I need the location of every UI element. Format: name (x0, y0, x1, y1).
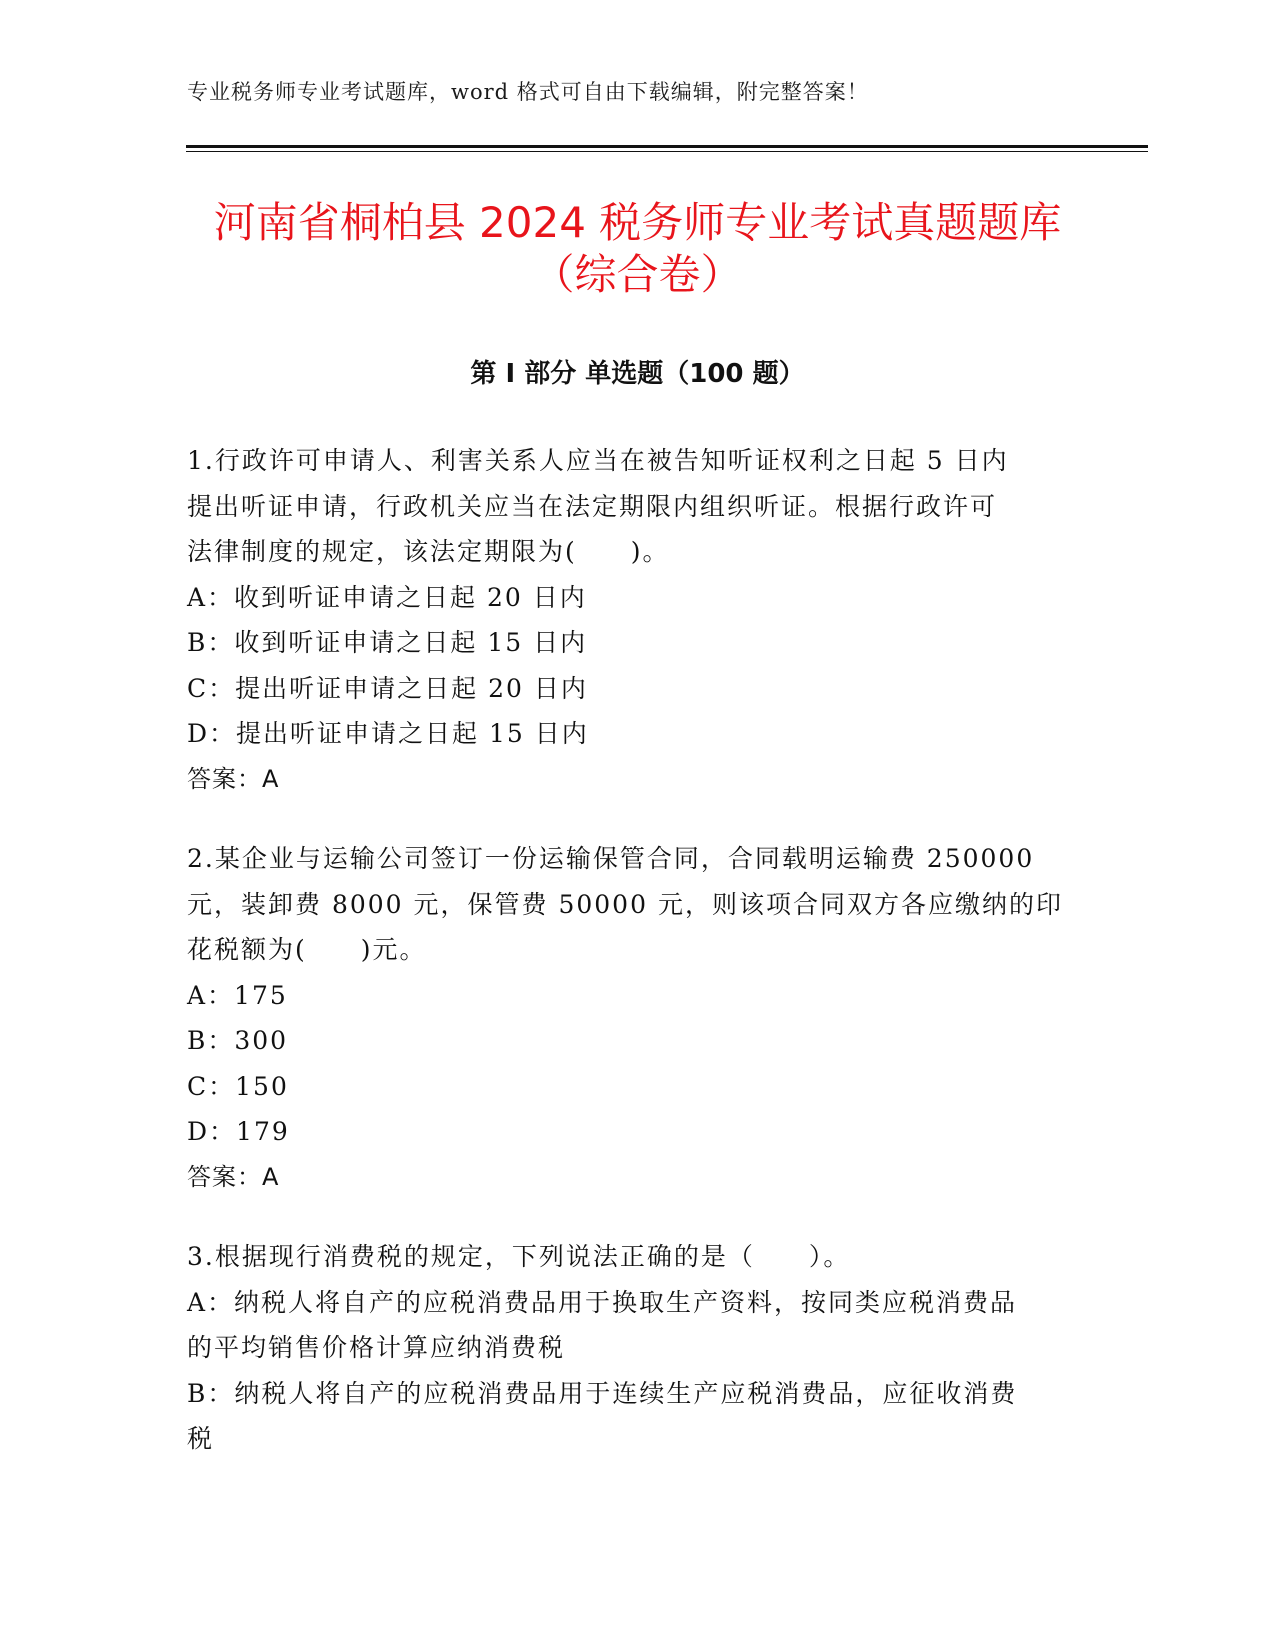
option-line: B：收到听证申请之日起 15 日内 (187, 628, 588, 657)
question-2 (187, 836, 1067, 1200)
option-line: A：175 (187, 980, 288, 1010)
answer-line: 答案：A (187, 764, 280, 793)
document-title (150, 197, 1125, 301)
option-line: B：300 (187, 1026, 289, 1055)
section-title: 第 I 部分 单选题（100 题） (470, 359, 805, 389)
question-stem-line: 花税额为( )元。 (187, 935, 427, 964)
question-stem-line: 提出听证申请，行政机关应当在法定期限内组织听证。根据行政许可 (187, 491, 998, 521)
option-line: B：纳税人将自产的应税消费品用于连续生产应税消费品，应征收消费 (187, 1378, 1018, 1408)
option-line: A：收到听证申请之日起 20 日内 (187, 582, 587, 612)
header-note: 专业税务师专业考试题库，word 格式可自由下载编辑，附完整答案！ (187, 80, 869, 104)
question-stem-line: 法律制度的规定，该法定期限为( )。 (187, 537, 670, 566)
option-line: C：150 (187, 1071, 289, 1101)
option-line: 税 (187, 1424, 215, 1453)
option-line: C：提出听证申请之日起 20 日内 (187, 673, 588, 703)
option-line: D：提出听证申请之日起 15 日内 (187, 719, 589, 748)
question-stem-line: 元，装卸费 8000 元，保管费 50000 元，则该项合同双方各应缴纳的印 (187, 889, 1063, 919)
answer-line: 答案：A (187, 1162, 280, 1191)
question-list (187, 438, 1067, 1496)
document-title-line-2: （综合卷） (532, 250, 743, 299)
option-line: A：纳税人将自产的应税消费品用于换取生产资料，按同类应税消费品 (187, 1287, 1018, 1317)
document-title-line-1: 河南省桐柏县 2024 税务师专业考试真题题库 (213, 198, 1062, 247)
header-rule-thin (186, 151, 1148, 152)
question-stem-line: 2.某企业与运输公司签订一份运输保管合同，合同载明运输费 250000 (187, 844, 1035, 873)
question-1 (187, 438, 1067, 802)
header-rule-thick (186, 145, 1148, 148)
question-stem-line: 3.根据现行消费税的规定，下列说法正确的是（ ）。 (187, 1242, 851, 1271)
option-line: 的平均销售价格计算应纳消费税 (187, 1333, 566, 1362)
question-3 (187, 1234, 1067, 1462)
question-stem-line: 1.行政许可申请人、利害关系人应当在被告知听证权利之日起 5 日内 (187, 446, 1009, 475)
option-line: D：179 (187, 1117, 290, 1146)
